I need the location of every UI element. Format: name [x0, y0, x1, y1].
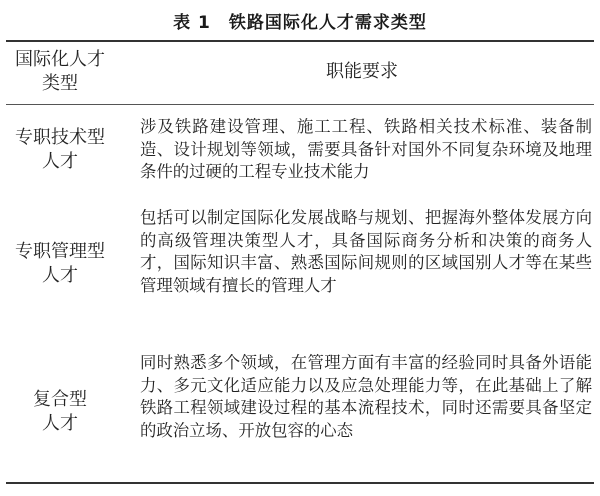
row-type-line2: 人才 [42, 151, 78, 172]
header-rule [6, 104, 594, 105]
row-type [6, 240, 114, 288]
row-type-line2: 人才 [42, 413, 78, 434]
table-number: 表 1 [173, 13, 211, 33]
row-requirement: 涉及铁路建设管理、施工工程、铁路相关技术标准、装备制造、设计规划等领域，需要具备针对国外不同复杂环境及地理条件的过硬的工程专业技术能力 [140, 117, 592, 181]
header-type [6, 48, 114, 96]
header-type-line2: 类型 [42, 73, 78, 94]
table-caption [0, 8, 600, 33]
row-type [6, 388, 114, 436]
top-rule [6, 40, 594, 42]
row-type-line1: 专职技术型 [15, 127, 105, 148]
table-title: 铁路国际化人才需求类型 [228, 13, 427, 33]
row-type-line2: 人才 [42, 265, 78, 286]
row-requirement: 同时熟悉多个领域，在管理方面有丰富的经验同时具备外语能力、多元文化适应能力以及应急处理能力等，在此基础上了解铁路工程领域建设过程的基本流程技术，同时还需要具备坚定的政治立场、开放包容的心态 [140, 353, 592, 440]
bottom-rule [6, 482, 594, 484]
header-requirement: 职能要求 [326, 61, 398, 82]
header-type-line1: 国际化人才 [15, 49, 105, 70]
row-type-line1: 复合型 [33, 389, 87, 410]
row-type-line1: 专职管理型 [15, 241, 105, 262]
row-type [6, 126, 114, 174]
row-requirement: 包括可以制定国际化发展战略与规划、把握海外整体发展方向的高级管理决策型人才，具备国际商务分析和决策的商务人才，国际知识丰富、熟悉国际间规则的区域国别人才等在某些管理领域有擅长的管理人才 [140, 208, 592, 295]
